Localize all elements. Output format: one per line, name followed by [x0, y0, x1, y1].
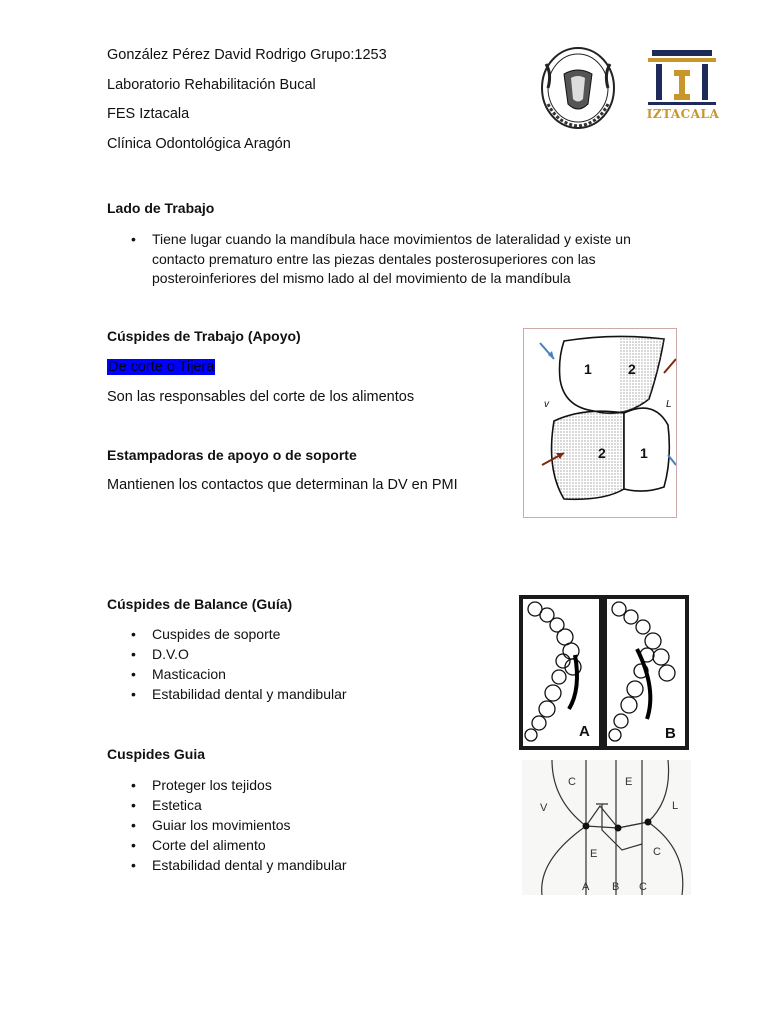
- list-item: • Masticacion: [107, 664, 467, 684]
- guide-label-v: V: [540, 802, 548, 814]
- lado-trabajo-title: Lado de Trabajo: [107, 200, 215, 216]
- guide-label-l: L: [672, 800, 679, 812]
- list-item: • Cuspides de soporte: [107, 624, 467, 644]
- arch-label-a: A: [579, 723, 590, 740]
- header-school: FES Iztacala: [107, 106, 190, 122]
- guide-label-e-bottom: E: [590, 848, 598, 860]
- header-lab: Laboratorio Rehabilitación Bucal: [107, 77, 316, 93]
- fig1-label-l: L: [666, 399, 672, 410]
- guia-list: [107, 775, 467, 875]
- guide-label-e-top: E: [625, 776, 633, 788]
- fig1-label-2-bottom: 2: [598, 445, 606, 461]
- guide-label-a: A: [582, 881, 590, 893]
- list-item: • Guiar los movimientos: [107, 815, 467, 835]
- balance-list: [107, 624, 467, 704]
- fig1-label-1-top: 1: [584, 361, 592, 377]
- arch-label-b: B: [665, 725, 676, 742]
- list-item: • Tiene lugar cuando la mandíbula hace movimientos de lateralidad y existe un contacto prematuro entre las piezas dentales posterosuperiores con las posteroinferiores del mismo lado al del movimiento de la mandíbula: [107, 230, 652, 289]
- guide-label-c-top: C: [568, 776, 576, 788]
- lado-trabajo-list: [107, 230, 652, 289]
- list-item: • D.V.O: [107, 644, 467, 664]
- iztacala-logo-text: IZTACALA: [646, 107, 720, 121]
- header-clinic: Clínica Odontológica Aragón: [107, 136, 291, 152]
- cuspides-guia-title: Cuspides Guia: [107, 746, 206, 762]
- guide-label-b: B: [612, 881, 620, 893]
- fig1-label-1-bottom: 1: [640, 445, 648, 461]
- list-item: • Estabilidad dental y mandibular: [107, 684, 467, 704]
- list-item: • Estetica: [107, 795, 467, 815]
- figure-guide-cusps: [522, 760, 691, 895]
- list-item: • Estabilidad dental y mandibular: [107, 855, 467, 875]
- estampadoras-title: Estampadoras de apoyo o de soporte: [107, 447, 357, 463]
- iztacala-logo: [636, 44, 728, 124]
- fig1-label-2-top: 2: [628, 361, 636, 377]
- list-item: • Proteger los tejidos: [107, 775, 467, 795]
- cuspides-balance-title: Cúspides de Balance (Guía): [107, 596, 293, 612]
- guide-label-c-bottom: C: [653, 846, 661, 858]
- arch-panel-b: [607, 599, 685, 746]
- unam-logo: [538, 44, 618, 132]
- highlight-span: De corte o Tijera: [108, 359, 215, 375]
- guide-label-c: C: [639, 881, 647, 893]
- figure-dental-arches: [519, 595, 689, 750]
- fig1-label-v: v: [544, 399, 549, 410]
- trabajo-text1: Son las responsables del corte de los alimentos: [107, 389, 415, 405]
- arch-panel-a: [523, 599, 599, 746]
- trabajo-text2: Mantienen los contactos que determinan la DV en PMI: [107, 477, 458, 493]
- list-item: • Corte del alimento: [107, 835, 467, 855]
- figure-cusps-working: [523, 328, 677, 518]
- header-author: González Pérez David Rodrigo Grupo:1253: [107, 47, 387, 63]
- highlight-text: [107, 358, 215, 376]
- cuspides-trabajo-title: Cúspides de Trabajo (Apoyo): [107, 328, 301, 344]
